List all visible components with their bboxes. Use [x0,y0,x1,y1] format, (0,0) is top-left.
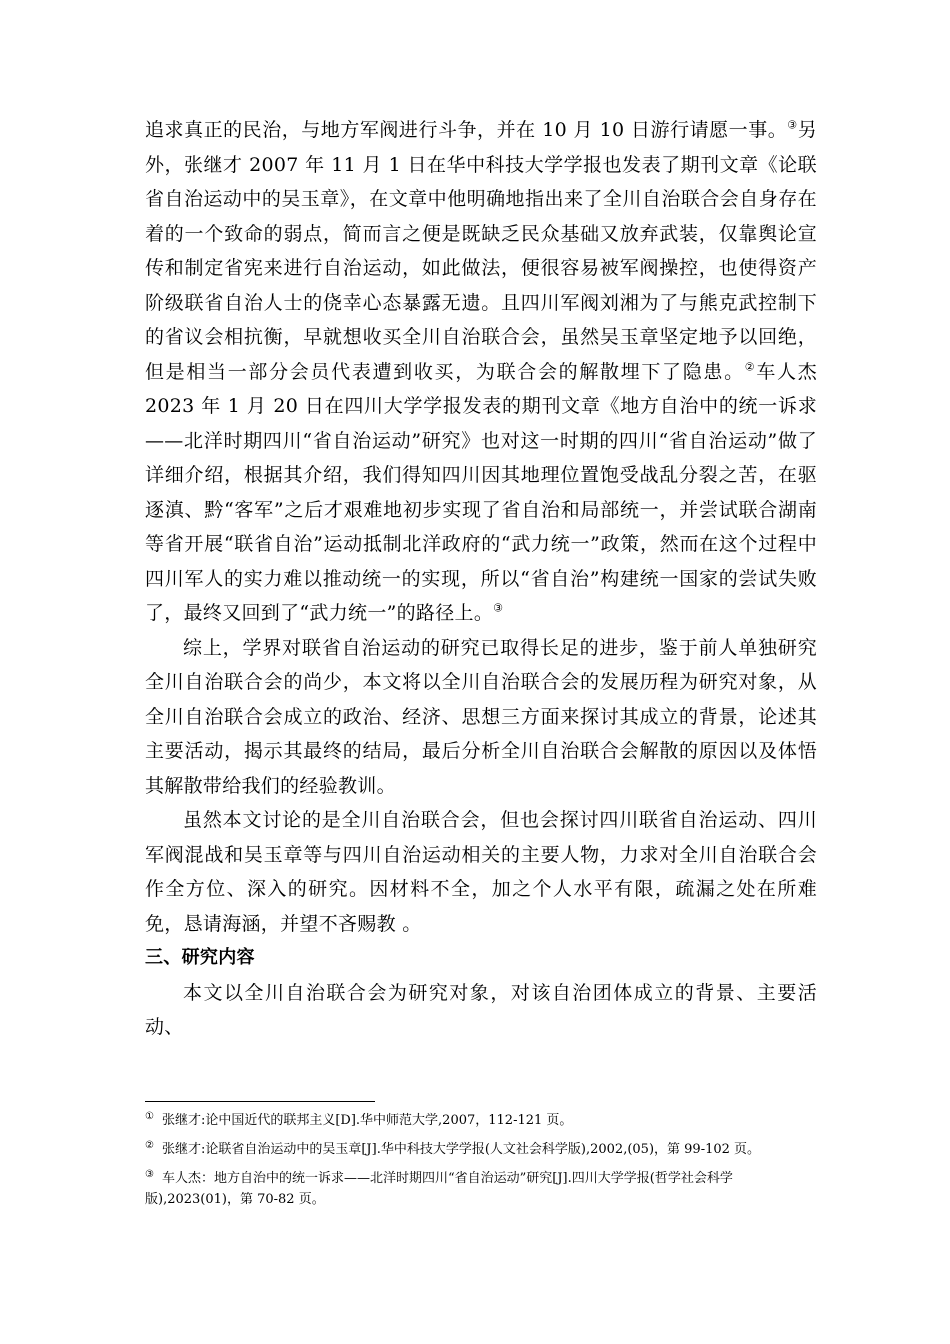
footnote-2 [145,1139,817,1160]
paragraph-3: 虽然本文讨论的是全川自治联合会，但也会探讨四川联省自治运动、四川军阀混战和吴玉章等与四川自治运动相关的主要人物，力求对全川自治联合会作全方位、深入的研究。因材料不全，加之个人水平有限，疏漏之处在所难免，恳请海涵，并望不吝赐教 。 [145,809,817,935]
paragraph-1-part-2: 另外，张继才 2007 年 11 月 1 日在华中科技大学学报也发表了期刊文章《论联省自治运动中的吴玉章》，在文章中他明确地指出来了全川自治联合会自身存在着的一个致命的弱点，简而言之便是既缺乏民众基础又放弃武装，仅靠舆论宣传和制定省宪来进行自治运动，如此做法，便很容易被军阀操控，也使得资产阶级联省自治人士的侥幸心态暴露无遗。且四川军阀刘湘为了与熊克武控制下的省议会相抗衡，早就想收买全川自治联合会，虽然吴玉章坚定地予以回绝，但是相当一部分会员代表遭到收买，为联合会的解散埋下了隐患。 [145,119,817,383]
footnote-ref-3b: ③ [493,601,504,615]
footnote-divider [145,1101,375,1102]
paragraph-1 [145,113,817,631]
footnote-mark: ② [145,1139,154,1151]
section-heading: 三、研究内容 [145,947,255,968]
paragraph-4: 本文以全川自治联合会为研究对象，对该自治团体成立的背景、主要活动、 [145,981,817,1038]
footnote-3 [145,1168,817,1210]
footnote-text: 张继才:论中国近代的联邦主义[D].华中师范大学,2007，112-121 页。 [161,1113,573,1128]
footnote-1 [145,1110,817,1131]
paragraph-1-part-3: 车人杰 2023 年 1 月 20 日在四川大学学报发表的期刊文章《地方自治中的统一诉求——北洋时期四川“省自治运动”研究》也对这一时期的四川“省自治运动”做了详细介绍，根据其介绍，我们得知四川因其地理位置饱受战乱分裂之苦，在驱逐滇、黔“客军”之后才艰难地初步实现了省自治和局部统一，并尝试联合湖南等省开展“联省自治”运动抵制北洋政府的“武力统一”政策，然而在这个过程中四川军人的实力难以推动统一的实现，所以“省自治”构建统一国家的尝试失败了，最终又回到了“武力统一”的路径上。 [145,360,817,624]
footnote-ref-3: ③ [787,118,798,132]
paragraph-1-part-1: 追求真正的民治，与地方军阀进行斗争，并在 10 月 10 日游行请愿一事。 [145,119,788,141]
footnote-text: 车人杰：地方自治中的统一诉求——北洋时期四川“省自治运动”研究[J].四川大学学报(哲学社会科学版),2023(01)，第 70-82 页。 [145,1171,733,1207]
footnote-mark: ① [145,1110,154,1122]
footnote-text: 张继才:论联省自治运动中的吴玉章[J].华中科技大学学报(人文社会科学版),2002,(05)，第 99-102 页。 [161,1142,761,1157]
footnote-ref-2: ② [744,360,757,374]
footnotes [145,1110,817,1218]
body-text [145,113,817,1045]
paragraph-2: 综上，学界对联省自治运动的研究已取得长足的进步，鉴于前人单独研究全川自治联合会的尚少，本文将以全川自治联合会的发展历程为研究对象，从全川自治联合会成立的政治、经济、思想三方面来探讨其成立的背景，论述其主要活动，揭示其最终的结局，最后分析全川自治联合会解散的原因以及体悟其解散带给我们的经验教训。 [145,636,817,797]
footnote-mark: ③ [145,1168,154,1180]
